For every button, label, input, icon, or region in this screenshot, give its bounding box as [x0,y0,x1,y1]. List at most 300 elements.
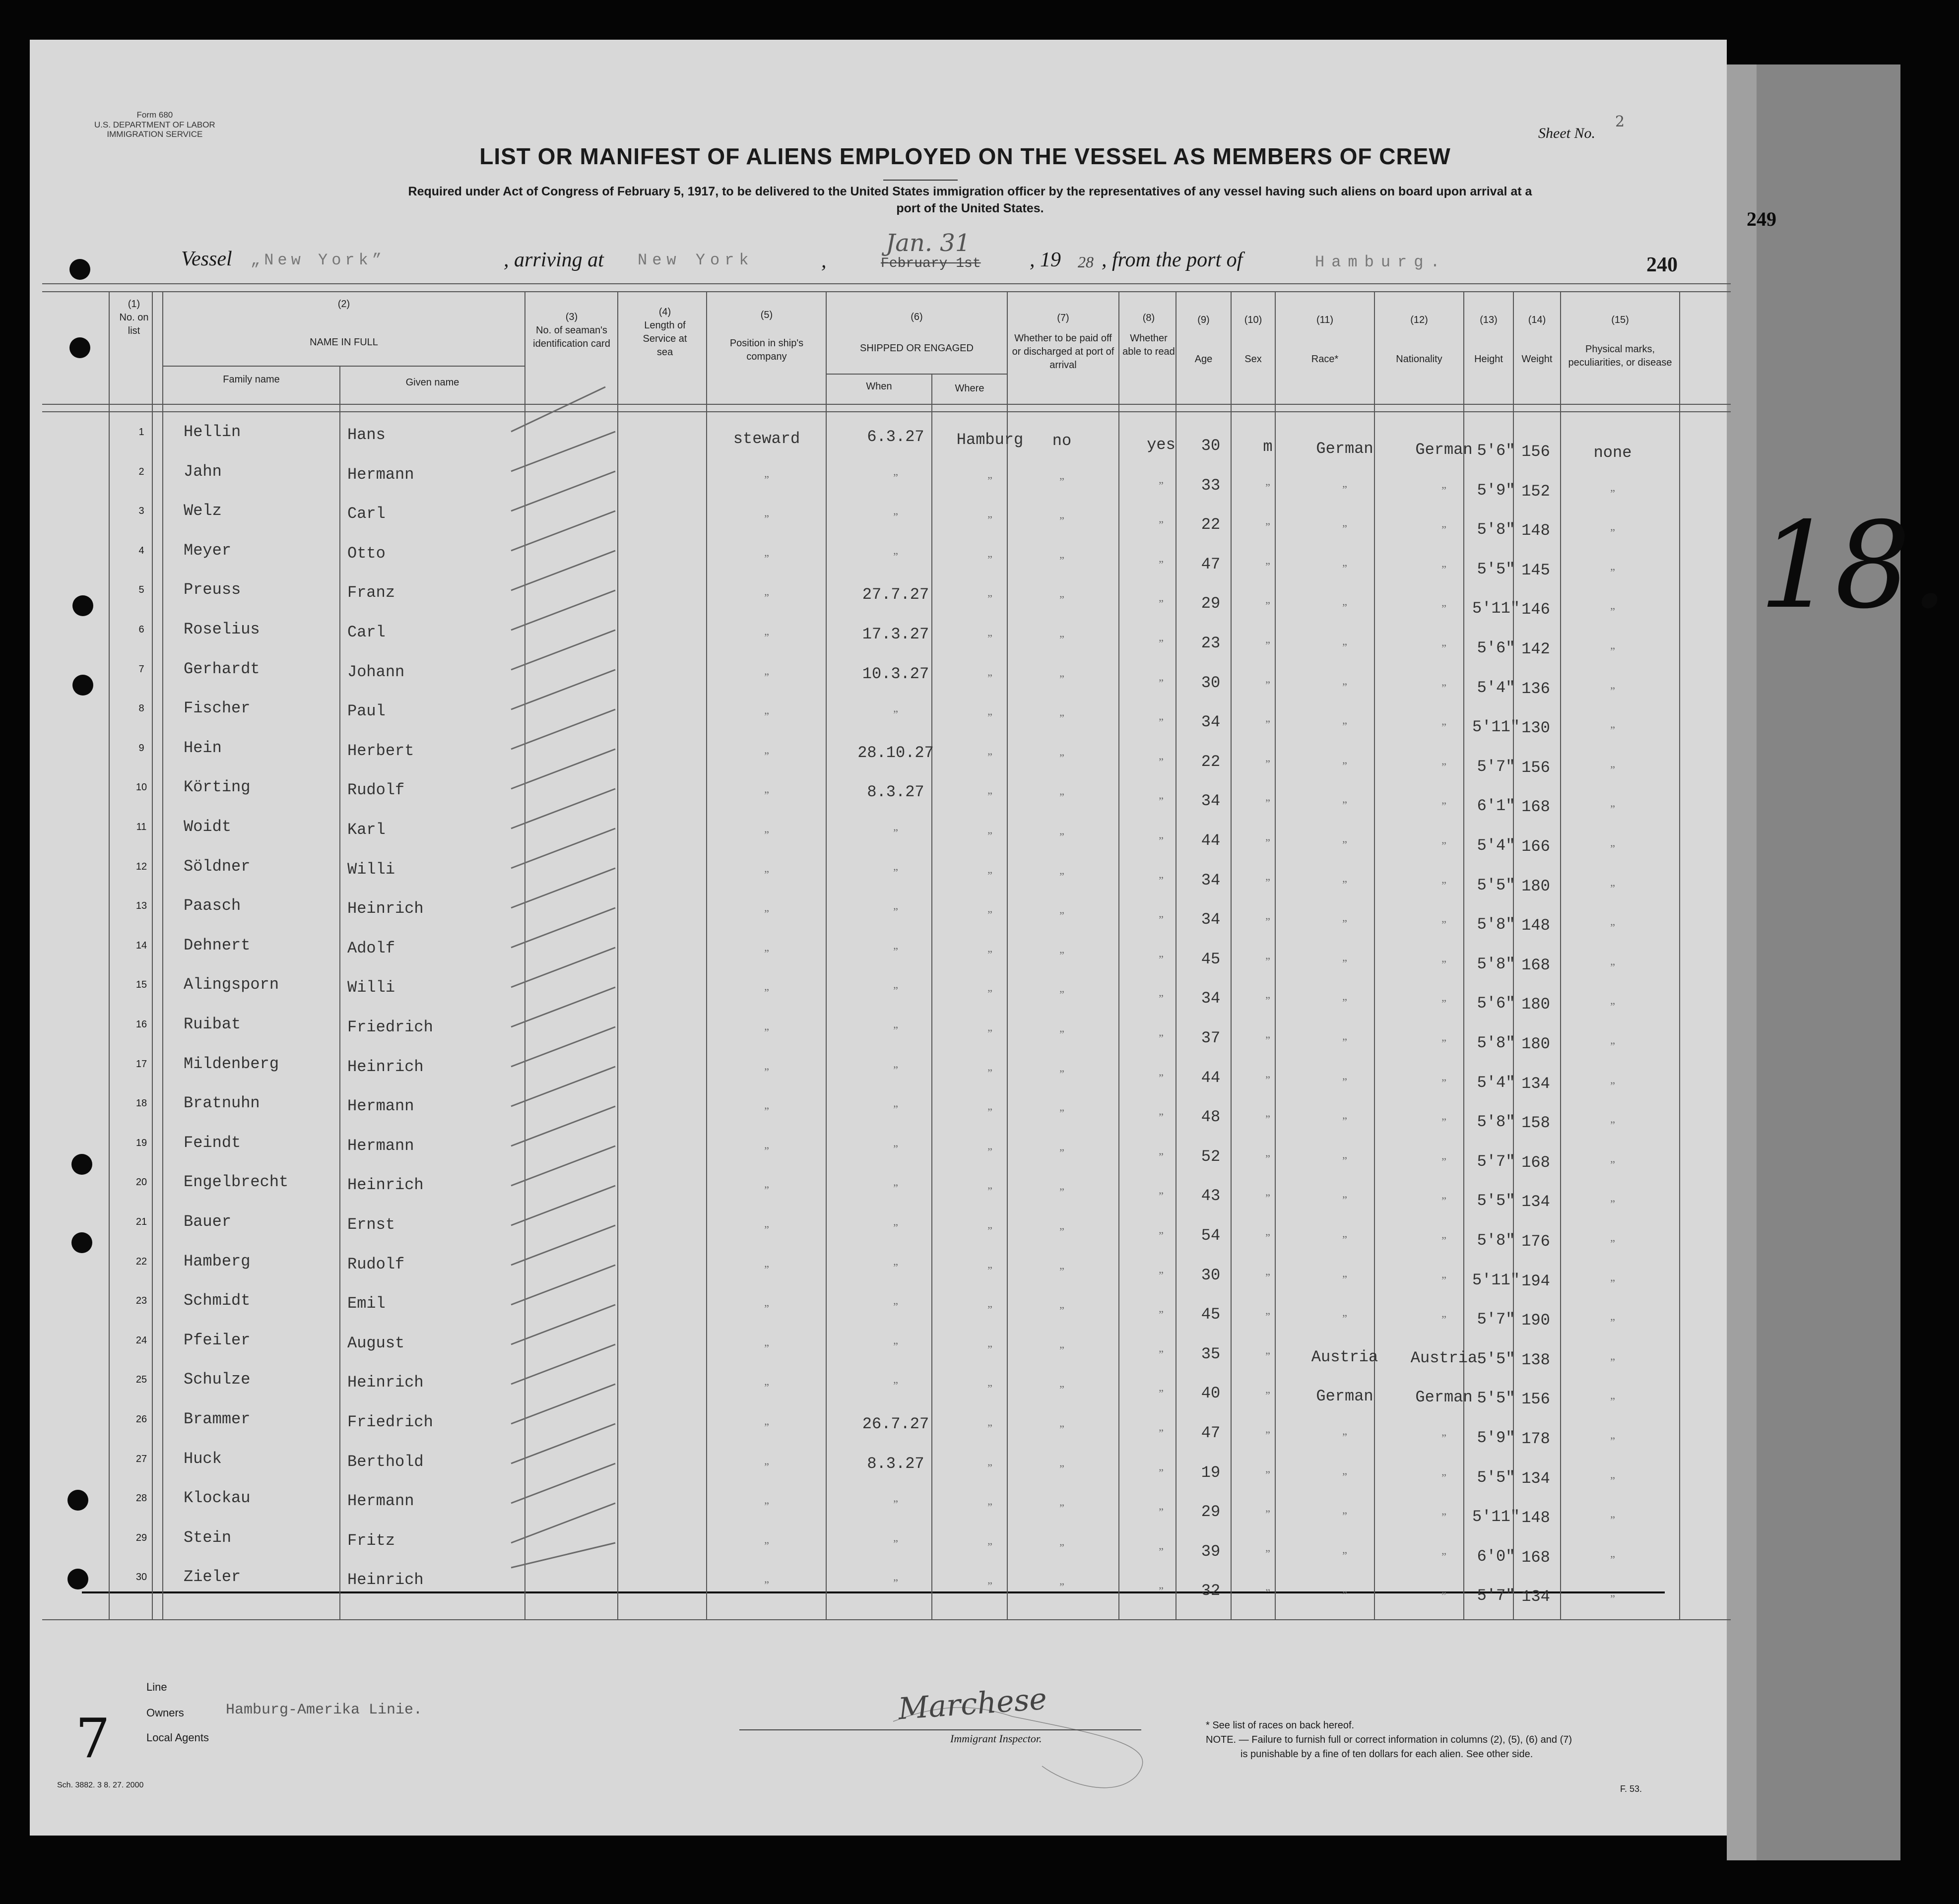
col-8-label: Whether able to read [1122,333,1175,357]
cell-position: ” [764,1144,769,1157]
cell-no: 22 [135,1256,147,1267]
cell-sex: ” [1265,1349,1270,1362]
cell-sex: ” [1265,1073,1270,1086]
cell-height: 5'8" [1477,1113,1515,1132]
cell-race: Austria [1311,1347,1378,1366]
cell-weight: 134 [1521,1193,1550,1211]
cell-where: ” [987,1224,992,1237]
cell-nationality: Austria [1410,1348,1478,1367]
cell-height: 6'1" [1477,797,1515,816]
cell-nationality: ” [1441,484,1446,497]
cell-sex: ” [1265,520,1270,533]
cell-no: 2 [138,466,144,477]
inspector-label: Immigrant Inspector. [950,1732,1042,1745]
cell-read: ” [1159,913,1164,926]
cell-marks: ” [1610,1000,1615,1013]
cell-age: 52 [1201,1147,1221,1166]
cell-position: ” [764,1263,769,1275]
cell-paid: ” [1059,1423,1064,1435]
cell-position: ” [764,1460,769,1473]
cell-nationality: ” [1441,721,1446,734]
cell-nationality: ” [1441,1511,1446,1523]
cell-height: 5'11" [1472,1508,1520,1526]
cell-weight: 194 [1521,1271,1550,1290]
cell-given: Hans [347,426,386,444]
cell-sex: ” [1265,1547,1270,1560]
cell-nationality: ” [1441,681,1446,694]
cell-when: ” [893,1024,898,1036]
cell-height: 5'4" [1477,678,1515,697]
col-11-label: Race* [1311,354,1339,365]
cell-where: ” [987,1106,992,1119]
cell-nationality: ” [1441,879,1446,891]
cell-family: Schmidt [184,1291,251,1310]
col-6-label: SHIPPED OR ENGAGED [860,343,974,354]
cell-when: ” [893,1339,898,1352]
cell-height: 5'5" [1477,1192,1515,1210]
cell-position: ” [764,749,769,762]
cell-marks: ” [1610,1237,1615,1250]
cell-marks: ” [1610,645,1615,657]
cell-weight: 190 [1521,1311,1550,1330]
year-value: 28 [1078,253,1094,271]
cell-given: Heinrich [347,1176,424,1195]
cell-when: ” [893,1498,898,1511]
cell-no: 3 [138,506,144,517]
cell-read: ” [1159,1269,1164,1281]
cell-sex: ” [1265,1270,1270,1283]
cell-marks: none [1593,444,1632,462]
cell-given: Hermann [347,1136,414,1155]
cell-read: ” [1159,1466,1164,1479]
cell-age: 47 [1201,1424,1221,1442]
cell-position: ” [764,473,769,486]
cell-weight: 166 [1521,837,1550,856]
cell-family: Zieler [184,1568,241,1587]
handwritten-date: Jan. 31 [886,229,971,257]
cell-read: ” [1159,992,1164,1005]
cell-paid: no [1052,432,1072,450]
cell-where: Hamburg [956,431,1024,449]
cell-paid: ” [1059,1343,1064,1356]
cell-age: 48 [1201,1108,1221,1127]
cell-weight: 130 [1521,719,1550,738]
cell-where: ” [987,513,992,526]
cell-no: 27 [135,1453,147,1464]
cell-no: 16 [135,1019,147,1030]
cell-height: 5'8" [1477,915,1515,934]
cell-position: steward [733,430,800,448]
cell-when: ” [893,945,898,957]
cell-nationality: ” [1441,997,1446,1010]
cell-given: Friedrich [347,1413,433,1431]
cell-family: Klockau [184,1489,251,1508]
col-3-header [527,311,616,351]
cell-marks: ” [1610,566,1615,578]
cell-family: Preuss [184,580,241,599]
col-3-label: No. of seaman's identification card [533,325,610,349]
cell-when: ” [893,1182,898,1195]
cell-race: ” [1342,838,1347,851]
col-2-label: NAME IN FULL [310,337,378,348]
cell-nationality: German [1415,1388,1473,1407]
col-11-header [1275,314,1374,366]
cell-family: Mildenberg [184,1054,279,1073]
cell-position: ” [764,789,769,802]
cell-position: ” [764,1341,769,1354]
cell-marks: ” [1610,526,1615,539]
cell-marks: ” [1610,605,1615,618]
col-12-header [1374,314,1464,366]
cell-no: 18 [135,1098,147,1109]
cell-read: ” [1159,952,1164,965]
cell-nationality: ” [1441,1116,1446,1129]
cell-weight: 156 [1521,1390,1550,1409]
cell-weight: 168 [1521,955,1550,974]
owners-value: Hamburg-Amerika Linie. [226,1702,423,1718]
cell-nationality: ” [1441,918,1446,931]
cell-marks: ” [1610,1316,1615,1329]
cell-read: ” [1159,1506,1164,1519]
form-code: F. 53. [1620,1784,1642,1794]
cell-family: Bratnuhn [184,1094,260,1113]
cell-no: 21 [135,1216,147,1227]
cell-read: ” [1159,1308,1164,1321]
col-10-number: (10) [1244,315,1262,325]
cell-sex: ” [1265,1508,1270,1521]
cell-no: 13 [135,900,147,912]
cell-sex: ” [1265,954,1270,967]
cell-no: 4 [138,545,144,556]
cell-nationality: ” [1441,1273,1446,1286]
cell-read: ” [1159,1071,1164,1084]
cell-family: Hein [184,738,222,757]
cell-race: ” [1342,917,1347,930]
cell-read: ” [1159,558,1164,571]
cell-where: ” [987,711,992,724]
cell-when: 28.10.27 [857,743,934,762]
inspector-signature-line [739,1729,1141,1730]
inspector-signature: Marchese [897,1681,1048,1727]
col-8-header [1121,312,1176,359]
cell-where: ” [987,1027,992,1039]
cell-height: 5'4" [1477,836,1515,855]
cell-no: 25 [135,1374,147,1386]
cell-position: ” [764,1421,769,1433]
cell-marks: ” [1610,1435,1615,1447]
cell-sex: ” [1265,836,1270,849]
cell-position: ” [764,1223,769,1236]
cell-weight: 152 [1521,482,1550,501]
cell-age: 34 [1201,792,1221,811]
cell-marks: ” [1610,882,1615,894]
cell-read: ” [1159,1032,1164,1044]
cell-when: ” [893,1103,898,1116]
cell-height: 5'7" [1477,1152,1515,1171]
cell-position: ” [764,828,769,841]
cell-weight: 146 [1521,600,1550,619]
cell-age: 34 [1201,871,1221,889]
line-label: Line [146,1681,167,1693]
cell-height: 5'9" [1477,481,1515,500]
cell-height: 5'6" [1477,442,1515,460]
cell-weight: 178 [1521,1430,1550,1448]
cell-height: 5'7" [1477,1310,1515,1329]
cell-when: 10.3.27 [862,664,929,683]
cell-given: Karl [347,821,386,839]
cell-nationality: ” [1441,523,1446,536]
cell-read: ” [1159,479,1164,492]
cell-sex: ” [1265,876,1270,889]
cell-read: ” [1159,1190,1164,1203]
cell-paid: ” [1059,1581,1064,1593]
cell-when: ” [893,510,898,523]
cell-marks: ” [1610,487,1615,500]
cell-no: 9 [138,742,144,754]
cell-when: ” [893,1221,898,1234]
col-1-label: No. on list [119,312,149,336]
cell-family: Stein [184,1528,232,1547]
cell-height: 5'8" [1477,1231,1515,1250]
cell-nationality: ” [1441,1155,1446,1168]
cell-marks: ” [1610,1158,1615,1171]
cell-race: ” [1342,601,1347,614]
cell-position: ” [764,947,769,959]
cell-no: 17 [135,1058,147,1070]
cell-given: Heinrich [347,1571,424,1589]
cell-paid: ” [1059,1028,1064,1040]
cell-marks: ” [1610,763,1615,776]
cell-no: 24 [135,1334,147,1346]
cell-height: 5'8" [1477,520,1515,539]
cell-where: ” [987,632,992,644]
cell-given: Emil [347,1294,386,1313]
stamp-number-240: 240 [1646,254,1678,276]
comma: , [821,250,827,272]
cell-sex: ” [1265,599,1270,612]
page-subtitle-2: port of the United States. [896,201,1044,215]
cell-race: ” [1342,759,1347,772]
cell-no: 23 [135,1295,147,1307]
cell-position: ” [764,710,769,723]
cell-weight: 148 [1521,916,1550,935]
cell-no: 5 [138,584,144,596]
col-9-label: Age [1194,354,1213,365]
cell-no: 28 [135,1493,147,1504]
cell-nationality: German [1415,441,1473,459]
col-1-number: (1) [128,299,140,310]
cell-position: ” [764,1539,769,1552]
departure-port: Hamburg. [1315,253,1447,271]
local-agents-label: Local Agents [146,1731,209,1744]
cell-weight: 134 [1521,1469,1550,1488]
cell-height: 5'11" [1472,718,1520,737]
cell-family: Körting [184,778,251,797]
cell-marks: ” [1610,1276,1615,1289]
cell-height: 5'5" [1477,1389,1515,1408]
cell-no: 29 [135,1532,147,1543]
cell-family: Bauer [184,1212,232,1231]
cell-position: ” [764,1381,769,1394]
cell-weight: 180 [1521,877,1550,895]
cell-family: Brammer [184,1410,251,1428]
cell-race: ” [1342,720,1347,733]
cell-paid: ” [1059,712,1064,725]
cell-paid: ” [1059,1383,1064,1396]
print-code: Sch. 3882. 3 8. 27. 2000 [57,1781,144,1789]
cell-nationality: ” [1441,957,1446,970]
col-2-family-header: Family name [223,374,280,385]
cell-paid: ” [1059,1067,1064,1080]
cell-race: ” [1342,641,1347,653]
cell-given: Heinrich [347,899,424,918]
cell-read: ” [1159,795,1164,808]
cell-where: ” [987,1540,992,1553]
cell-nationality: ” [1441,1195,1446,1207]
cell-when: 27.7.27 [862,585,929,604]
cell-age: 40 [1201,1384,1221,1403]
cell-where: ” [987,987,992,1000]
col-6-header [826,311,1007,355]
cell-read: yes [1147,436,1175,454]
cell-race: ” [1342,1194,1347,1206]
cell-nationality: ” [1441,839,1446,852]
cell-sex: ” [1265,1192,1270,1205]
cell-when: 26.7.27 [862,1415,929,1433]
cell-position: ” [764,591,769,604]
cell-position: ” [764,1500,769,1513]
cell-height: 5'8" [1477,954,1515,973]
cell-height: 5'8" [1477,1034,1515,1052]
cell-paid: ” [1059,1186,1064,1199]
stamp-number-249: 249 [1747,208,1776,230]
cell-read: ” [1159,834,1164,847]
cell-position: ” [764,1026,769,1038]
cell-race: ” [1342,1036,1347,1048]
col-12-label: Nationality [1396,354,1442,365]
cell-weight: 158 [1521,1114,1550,1133]
cell-nationality: ” [1441,1037,1446,1049]
cell-paid: ” [1059,1462,1064,1475]
cell-age: 30 [1201,673,1221,692]
col-10-header [1231,314,1275,366]
cell-given: Willi [347,860,395,879]
sheet-number-value: 2 [1615,113,1625,130]
cell-race: German [1316,440,1373,458]
cell-paid: ” [1059,1541,1064,1554]
cell-race: ” [1342,878,1347,890]
cell-age: 29 [1201,1503,1221,1522]
cell-weight: 134 [1521,1074,1550,1093]
col-5-header [710,309,824,364]
cell-paid: ” [1059,593,1064,606]
cell-height: 5'5" [1477,1349,1515,1368]
cell-age: 47 [1201,555,1221,573]
cell-read: ” [1159,1150,1164,1163]
cell-no: 6 [138,624,144,635]
cell-no: 30 [135,1572,147,1583]
cell-family: Engelbrecht [184,1173,289,1192]
col-4-number: (4) [658,307,671,317]
cell-where: ” [987,592,992,605]
cell-paid: ” [1059,1146,1064,1159]
cell-nationality: ” [1441,602,1446,615]
cell-race: German [1316,1387,1373,1406]
cell-paid: ” [1059,870,1064,883]
col-13-label: Height [1474,354,1503,365]
cell-paid: ” [1059,672,1064,685]
from-port-label: , from the port of [1102,249,1243,271]
col-14-label: Weight [1521,354,1553,365]
vessel-label: Vessel [181,248,232,270]
cell-marks: ” [1610,1198,1615,1210]
cell-when: ” [893,1379,898,1392]
owners-label: Owners [146,1707,184,1719]
cell-given: Carl [347,505,386,523]
cell-height: 5'4" [1477,1073,1515,1092]
cell-family: Söldner [184,857,251,876]
cell-race: ” [1342,1312,1347,1325]
cell-weight: 148 [1521,1509,1550,1527]
cell-position: ” [764,986,769,999]
cell-where: ” [987,1066,992,1079]
cell-marks: ” [1610,842,1615,855]
cell-sex: ” [1265,915,1270,928]
cell-marks: ” [1610,724,1615,737]
cell-nationality: ” [1441,1432,1446,1444]
cell-height: 5'11" [1472,599,1520,618]
cell-paid: ” [1059,1502,1064,1515]
cell-height: 6'0" [1477,1547,1515,1566]
cell-sex: ” [1265,994,1270,1007]
cell-paid: ” [1059,751,1064,764]
cell-where: ” [987,1303,992,1316]
cell-marks: ” [1610,1514,1615,1526]
cell-no: 19 [135,1137,147,1148]
vessel-name: „New York” [251,251,386,269]
cell-race: ” [1342,1470,1347,1483]
cell-read: ” [1159,874,1164,887]
cell-position: ” [764,1579,769,1591]
cell-family: Huck [184,1449,222,1468]
cell-sex: m [1263,438,1273,456]
col-6-when-header: When [866,381,892,392]
cell-age: 32 [1201,1582,1221,1600]
col-15-number: (15) [1611,315,1629,325]
col-14-header [1513,314,1561,366]
col-5-label: Position in ship's company [729,338,804,362]
cell-read: ” [1159,1545,1164,1558]
cell-nationality: ” [1441,800,1446,813]
cell-given: Herbert [347,741,414,760]
cell-paid: ” [1059,791,1064,804]
cell-position: ” [764,552,769,565]
cell-when: ” [893,1142,898,1155]
cell-where: ” [987,671,992,684]
cell-given: Ernst [347,1215,395,1234]
cell-given: Hermann [347,465,414,484]
cell-when: ” [893,1261,898,1273]
cell-marks: ” [1610,921,1615,934]
cell-height: 5'9" [1477,1429,1515,1447]
col-6-number: (6) [911,312,923,322]
col-13-header [1464,314,1513,366]
cell-when: ” [893,1537,898,1550]
cell-sex: ” [1265,1389,1270,1402]
cell-when: 8.3.27 [867,783,924,802]
cell-given: Carl [347,623,386,641]
cell-sex: ” [1265,797,1270,810]
